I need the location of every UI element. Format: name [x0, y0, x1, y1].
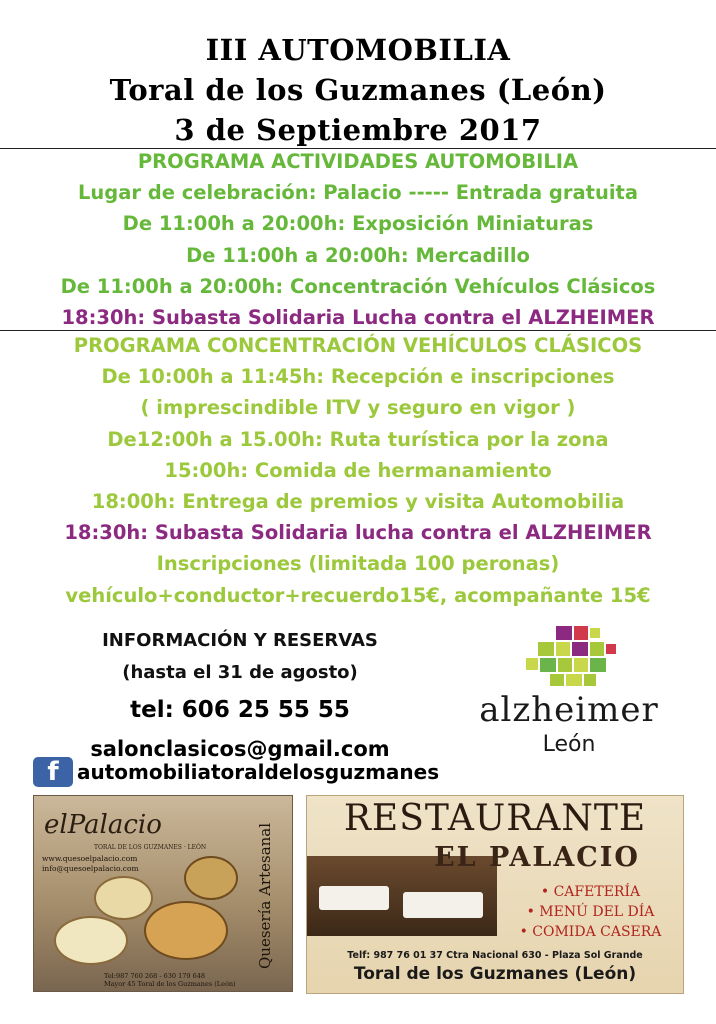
- info-phone[interactable]: tel: 606 25 55 55: [130, 697, 350, 723]
- event-date: 3 de Septiembre 2017: [174, 113, 542, 147]
- program-row: De 10:00h a 11:45h: Recepción e inscripciones: [101, 365, 615, 389]
- cheese-wheel-icon: [144, 901, 228, 960]
- program-row: De 11:00h a 20:00h: Exposición Miniaturas: [122, 212, 594, 236]
- queseria-contact: [104, 972, 236, 988]
- program-row: Lugar de celebración: Palacio ----- Entrada gratuita: [77, 181, 639, 205]
- queseria-brand: elPalacio: [44, 810, 162, 840]
- service-item: • CAFETERÍA: [540, 884, 641, 900]
- cheese-wheel-icon: [94, 876, 153, 920]
- facebook-link[interactable]: [33, 757, 439, 787]
- service-item: • COMIDA CASERA: [519, 924, 662, 940]
- queseria-phone: Tel:987 760 268 - 630 179 648: [104, 972, 205, 980]
- queseria-email: info@quesoelpalacio.com: [42, 864, 139, 873]
- cheese-wheel-icon: [54, 916, 128, 965]
- mosaic-logo-icon: [524, 624, 620, 694]
- program-row: ( imprescindible ITV y seguro en vigor ): [140, 396, 576, 420]
- program-vehicles-title: PROGRAMA CONCENTRACIÓN VEHÍCULOS CLÁSICOS: [73, 334, 643, 357]
- queseria-web: [42, 854, 139, 874]
- restaurant-town: Toral de los Guzmanes (León): [353, 964, 637, 984]
- service-item: • MENÚ DEL DÍA: [526, 904, 655, 920]
- logo-name: alzheimer: [479, 690, 659, 730]
- alzheimer-leon-logo: [454, 624, 684, 764]
- auction-highlight: 18:30h: Subasta Solidaria Lucha contra el ALZHEIMER: [61, 306, 655, 330]
- program-row: De 11:00h a 20:00h: Concentración Vehículos Clásicos: [60, 274, 656, 298]
- program-row: 15:00h: Comida de hermanamiento: [164, 458, 552, 482]
- event-title: III AUTOMOBILIA: [205, 33, 511, 67]
- queseria-address: Mayor 45 Toral de los Guzmanes (León): [104, 980, 236, 988]
- program-classic-vehicles: [0, 330, 716, 611]
- facebook-icon: f: [33, 757, 73, 787]
- info-email[interactable]: salonclasicos@gmail.com: [90, 737, 390, 761]
- restaurant-name: EL PALACIO: [434, 842, 640, 873]
- event-location: Toral de los Guzmanes (León): [109, 73, 607, 107]
- restaurante-el-palacio-ad: [306, 795, 684, 994]
- facebook-handle[interactable]: automobiliatoraldelosguzmanes: [77, 760, 440, 784]
- info-reservations: [70, 625, 410, 767]
- info-title: INFORMACIÓN Y RESERVAS: [102, 630, 378, 651]
- poster-header: [0, 30, 716, 150]
- registration-prices: vehículo+conductor+recuerdo15€, acompañante 15€: [65, 583, 651, 607]
- queseria-website: www.quesoelpalacio.com: [42, 854, 138, 863]
- program-row: De 11:00h a 20:00h: Mercadillo: [186, 243, 530, 267]
- info-deadline: (hasta el 31 de agosto): [122, 662, 358, 683]
- auction-highlight: 18:30h: Subasta Solidaria lucha contra el ALZHEIMER: [64, 521, 652, 545]
- program-row: De12:00h a 15.00h: Ruta turística por la zona: [107, 427, 609, 451]
- program-activities: [0, 146, 716, 333]
- restaurant-contact: Telf: 987 76 01 37 Ctra Nacional 630 - Plaza Sol Grande: [347, 950, 643, 961]
- program-row: 18:00h: Entrega de premios y visita Automobilia: [91, 490, 625, 514]
- program-activities-title: PROGRAMA ACTIVIDADES AUTOMOBILIA: [137, 150, 579, 173]
- registration-info: Inscripciones (limitada 100 peronas): [156, 552, 560, 576]
- cheese-wheel-icon: [184, 856, 238, 900]
- restaurant-services: [503, 882, 678, 942]
- logo-city: León: [542, 732, 596, 757]
- queseria-vertical-label: Quesería Artesanal: [256, 822, 274, 970]
- restaurant-title: RESTAURANTE: [343, 798, 647, 839]
- queseria-subtitle: TORAL DE LOS GUZMANES · LEÓN: [94, 844, 207, 851]
- queseria-el-palacio-ad: [33, 795, 293, 992]
